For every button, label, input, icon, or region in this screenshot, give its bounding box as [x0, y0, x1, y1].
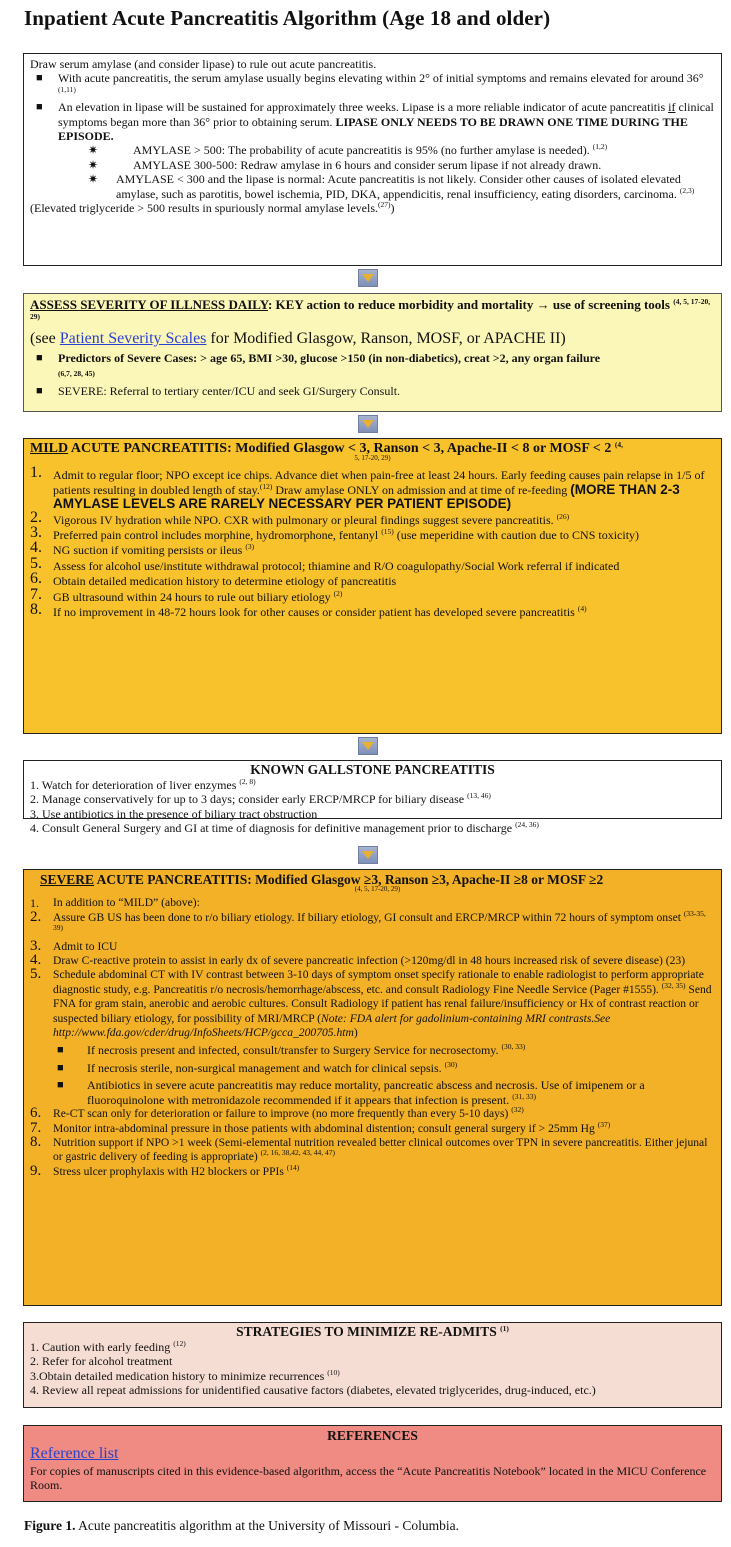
list-item: 1. Watch for deterioration of liver enzymes $^{(2, 8)}$	[30, 777, 256, 792]
page-title: Inpatient Acute Pancreatitis Algorithm (Age 18 and older)	[24, 6, 551, 30]
gallstone-heading: KNOWN GALLSTONE PANCREATITIS	[250, 762, 495, 777]
list-item: ✷ AMYLASE < 300 and the lipase is normal: Acute pancreatitis is not likely. Consider other causes of isolated elevated amylase, such as parotitis, bowel ischemia, PID, DKA, appendicitis, renal insufficiency, eating disorders, carcinoma. $^{(2,3)}$	[88, 172, 695, 201]
list-item: 2. Assure GB US has been done to r/o biliary etiology. If biliary etiology, GI consult and ERCP/MRCP within 72 hours of symptom onset $^{(33-35, 39)}$	[30, 908, 706, 933]
list-item: 8. If no improvement in 48-72 hours look for other causes or consider patient has developed severe pancreatitis $^{(4)}$	[30, 601, 587, 620]
references-text: For copies of manuscripts cited in this evidence-based algorithm, access the “Acute Pancreatitis Notebook” located in the MICU Conference Room.	[30, 1464, 707, 1493]
patient-severity-scales-link[interactable]: Patient Severity Scales	[59, 330, 207, 347]
list-item: 3.Obtain detailed medication history to minimize recurrences $^{(10)}$	[30, 1367, 340, 1383]
list-item: 1. Admit to regular floor; NPO except ice chips. Advance diet when pain-free at least 24 hours. Early feeding causes pain relapse in 1/5 of patients resulting in doubled length of stay.$^{(12)}$ Draw amylase ONLY on admission and at time of re-feeding (MORE THAN 2-3 AMYLASE LEVELS ARE RARELY NECESSARY PER PATIENT EPISODE)	[30, 464, 705, 512]
list-item: 6. Obtain detailed medication history to determine etiology of pancreatitis	[30, 570, 397, 589]
list-item: 5. Assess for alcohol use/institute withdrawal protocol; thiamine and R/O coagulopathy/Social Work referral if indicated	[30, 554, 620, 573]
square-bullet-icon: ■	[36, 352, 43, 364]
severe-box: SEVERE ACUTE PANCREATITIS: Modified Glasgow ≥3, Ranson ≥3, Apache-II ≥8 or MOSF ≥2 (4, 5, 17-20, 29) 1. In addition to “MILD” (above): 2. Assure GB US has been done to r/o biliary etiology. If biliary etiology, GI consult and ERCP/MRCP within 72 hours of symptom onset $^{(33-35, 39)}$ 3. Admit to ICU 4. Draw C-reactive protein to assist in early dx of severe pancreatic infection (>120mg/dl in 48 hours increased risk of severe disease) (23) 5. Schedule abdominal CT with IV contrast between 3-10 days of symptom onset specify rationale to enable radiologist to perform appropriate diagnostic study, e.g. Pancreatitis r/o necrosis/hemorrhage/abscess, etc. and consult Radiology Fine Needle Service (Pager #1555). $^{(32, 35)}$ Send FNA for gram stain, anerobic and aerobic cultures. Consult Radiology if patient has renal failure/insufficiency or Hx of contrast reaction or suspected biliary etiology, for possibility of MRI/MRCP (Note: FDA alert for gadolinium-containing MRI contrasts.See http://www.fda.gov/cder/drug/InfoSheets/HCP/gcca_200705.htm) ■ If necrosis present and infected, consult/transfer to Surgery Service for necrosectomy. $^{(30, 33)}$ ■ If necrosis sterile, non-surgical management and watch for clinical sepsis. $^{(30)}$ ■ Antibiotics in severe acute pancreatitis may reduce mortality, pancreatic abscess and necrosis. Use of imipenem or a fluoroquinolone with metronidazole recommended if it appears that infection is present. $^{(31, 33)}$ 6. Re-CT scan only for deterioration or failure to improve (no more frequently than every 5-10 days) $^{(32)}$ 7. Monitor intra-abdominal pressure in those patients with abdominal distention; consult general surgery if > 25mm Hg $^{(37)}$ 8. Nutrition support if NPO >1 week (Semi-elemental nutrition revealed better clinical outcomes over TPN in severe pancreatitis. Either jejunal or gastric delivery of feeding is appropriate) $^{(2, 16, 38,42, 43, 44, 47)}$ 9. Stress ulcer prophylaxis with H2 blockers or PPIs $^{(14)}$	[23, 869, 722, 1306]
list-item: 2. Refer for alcohol treatment	[30, 1354, 173, 1369]
star-bullet-icon: ✷	[88, 143, 99, 158]
list-item: ✷ AMYLASE 300-500: Redraw amylase in 6 hours and consider serum lipase if not already drawn.	[88, 157, 602, 172]
reference-list-link-row	[30, 1444, 715, 1464]
mild-box: MILD ACUTE PANCREATITIS: Modified Glasgow < 3, Ranson < 3, Apache-II < 8 or MOSF < 2 $^{(4,}$ 5, 17-20, 29) 1. Admit to regular floor; NPO except ice chips. Advance diet when pain-free at least 24 hours. Early feeding causes pain relapse in 1/5 of patients resulting in doubled length of stay.$^{(12)}$ Draw amylase ONLY on admission and at time of re-feeding (MORE THAN 2-3 AMYLASE LEVELS ARE RARELY NECESSARY PER PATIENT EPISODE) 2. Vigorous IV hydration while NPO. CXR with pulmonary or pleural findings suggest severe pancreatitis. $^{(26)}$ 3. Preferred pain control includes morphine, hydromorphone, fentanyl $^{(15)}$ (use meperidine with caution due to CNS toxicity) 4. NG suction if vomiting persists or ileus $^{(3)}$ 5. Assess for alcohol use/institute withdrawal protocol; thiamine and R/O coagulopathy/Social Work referral if indicated 6. Obtain detailed medication history to determine etiology of pancreatitis 7. GB ultrasound within 24 hours to rule out biliary etiology $^{(2)}$ 8. If no improvement in 48-72 hours look for other causes or consider patient has developed severe pancreatitis $^{(4)}$	[23, 438, 722, 734]
square-bullet-icon: ■	[36, 384, 43, 397]
star-bullet-icon: ✷	[88, 157, 99, 172]
list-item: 7. Monitor intra-abdominal pressure in those patients with abdominal distention; consult general surgery if > 25mm Hg $^{(37)}$	[30, 1119, 611, 1136]
list-item: 8. Nutrition support if NPO >1 week (Semi-elemental nutrition revealed better clinical outcomes over TPN in severe pancreatitis. Either jejunal or gastric delivery of feeding is appropriate) $^{(2, 16, 38,42, 43, 44, 47)}$	[30, 1133, 708, 1164]
list-item: 2. Vigorous IV hydration while NPO. CXR with pulmonary or pleural findings suggest severe pancreatitis. $^{(26)}$	[30, 508, 570, 527]
mild-heading: MILD ACUTE PANCREATITIS: Modified Glasgow < 3, Ranson < 3, Apache-II < 8 or MOSF < 2 $^{(4,}$	[30, 440, 623, 456]
intro-text: Draw serum amylase (and consider lipase) to rule out acute pancreatitis.	[30, 57, 377, 71]
list-item: ■ If necrosis present and infected, consult/transfer to Surgery Service for necrosectomy. $^{(30, 33)}$	[57, 1042, 526, 1058]
down-arrow-icon	[358, 737, 378, 755]
square-bullet-icon: ■	[36, 72, 43, 85]
list-item: 6. Re-CT scan only for deterioration or failure to improve (no more frequently than every 5-10 days) $^{(32)}$	[30, 1105, 524, 1122]
list-item: 3. Use antibiotics in the presence of biliary tract obstruction	[30, 806, 318, 821]
list-item: ■ Antibiotics in severe acute pancreatitis may reduce mortality, pancreatic abscess and necrosis. Use of imipenem or a fluoroquinolone with metronidazole recommended if it appears that infection is present. $^{(31, 33)}$	[57, 1078, 645, 1107]
list-item: ■ An elevation in lipase will be sustained for approximately three weeks. Lipase is a more reliable indicator of acute pancreatitis if clinical symptoms began more than 36° prior to obtaining serum. LIPASE ONLY NEEDS TO BE DRAWN ONE TIME DURING THE EPISODE.	[36, 100, 714, 144]
square-bullet-icon: ■	[36, 101, 43, 114]
list-item: 7. GB ultrasound within 24 hours to rule out biliary etiology $^{(2)}$	[30, 585, 343, 604]
amylase-box	[23, 53, 722, 266]
down-arrow-icon	[358, 415, 378, 433]
footer-note: (Elevated triglyceride > 500 results in spuriously normal amylase levels.$^{(27)}$)	[30, 200, 395, 216]
gallstone-box	[23, 760, 722, 836]
list-item: ■ If necrosis sterile, non-surgical management and watch for clinical sepsis. $^{(30)}$	[57, 1059, 458, 1075]
list-item: ✷ AMYLASE > 500: The probability of acute pancreatitis is 95% (no further amylase is needed). $^{(1,2)}$	[88, 142, 608, 158]
list-item: 5. Schedule abdominal CT with IV contrast between 3-10 days of symptom onset specify rationale to enable radiologist to perform appropriate diagnostic study, e.g. Pancreatitis r/o necrosis/hemorrhage/abscess, etc. and consult Radiology Fine Needle Service (Pager #1555). $^{(32, 35)}$ Send FNA for gram stain, anerobic and aerobic cultures. Consult Radiology if patient has renal failure/insufficiency or Hx of contrast reaction or suspected biliary etiology, for possibility of MRI/MRCP (Note: FDA alert for gadolinium-containing MRI contrasts.See http://www.fda.gov/cder/drug/InfoSheets/HCP/gcca_200705.htm)	[30, 966, 712, 1040]
readmit-heading: STRATEGIES TO MINIMIZE RE-ADMITS $^{(1)}$	[236, 1324, 509, 1339]
figure-caption: Figure 1. Acute pancreatitis algorithm at the University of Missouri - Columbia.	[24, 1518, 460, 1533]
severity-scales-line: (see Patient Severity Scales for Modified Glasgow, Ranson, MOSF, or APACHE II)	[30, 330, 566, 347]
list-item: 4. NG suction if vomiting persists or ileus $^{(3)}$	[30, 539, 255, 558]
list-item: 3. Admit to ICU	[30, 937, 118, 954]
list-item: 1. Caution with early feeding $^{(12)}$	[30, 1339, 186, 1354]
references-heading: REFERENCES	[327, 1428, 418, 1443]
list-item: ■ Predictors of Severe Cases: > age 65, BMI >30, glucose >150 (in non-diabetics), creat >2, any organ failure (6,7, 28, 45)	[36, 351, 601, 379]
readmit-strategies-box	[23, 1322, 722, 1408]
list-item: 4. Review all repeat admissions for unidentified causative factors (diabetes, elevated triglycerides, drug-induced, etc.)	[30, 1383, 596, 1398]
reference-list-link[interactable]: Reference list	[30, 1445, 119, 1462]
list-item: 1. In addition to “MILD” (above):	[30, 896, 200, 911]
references-box	[23, 1425, 722, 1502]
severity-heading: ASSESS SEVERITY OF ILLNESS DAILY: KEY action to reduce morbidity and mortality → use of screening tools $^{(4, 5, 17-20, 29)}$	[30, 297, 711, 321]
down-arrow-icon	[358, 846, 378, 864]
list-item: 4. Consult General Surgery and GI at time of diagnosis for definitive management prior to discharge $^{(24, 36)}$	[30, 820, 539, 836]
star-bullet-icon: ✷	[88, 172, 99, 187]
square-bullet-icon: ■	[57, 1044, 64, 1057]
list-item: 2. Manage conservatively for up to 3 days; consider early ERCP/MRCP for biliary disease $^{(13, 46)}$	[30, 791, 491, 807]
severe-heading: SEVERE ACUTE PANCREATITIS: Modified Glasgow ≥3, Ranson ≥3, Apache-II ≥8 or MOSF ≥2	[40, 872, 604, 887]
list-item: 4. Draw C-reactive protein to assist in early dx of severe pancreatic infection (>120mg/dl in 48 hours increased risk of severe disease) (23)	[30, 952, 686, 969]
down-arrow-icon	[358, 269, 378, 287]
severity-box	[23, 293, 722, 412]
list-item: 3. Preferred pain control includes morphine, hydromorphone, fentanyl $^{(15)}$ (use meperidine with caution due to CNS toxicity)	[30, 524, 640, 543]
square-bullet-icon: ■	[57, 1061, 64, 1074]
list-item: ■ With acute pancreatitis, the serum amylase usually begins elevating within 2° of initial symptoms and remains elevated for around 36°$^{(1,11)}$	[36, 71, 704, 94]
list-item: 9. Stress ulcer prophylaxis with H2 blockers or PPIs $^{(14)}$	[30, 1162, 300, 1179]
square-bullet-icon: ■	[57, 1079, 64, 1092]
list-item: ■ SEVERE: Referral to tertiary center/ICU and seek GI/Surgery Consult.	[36, 383, 401, 398]
